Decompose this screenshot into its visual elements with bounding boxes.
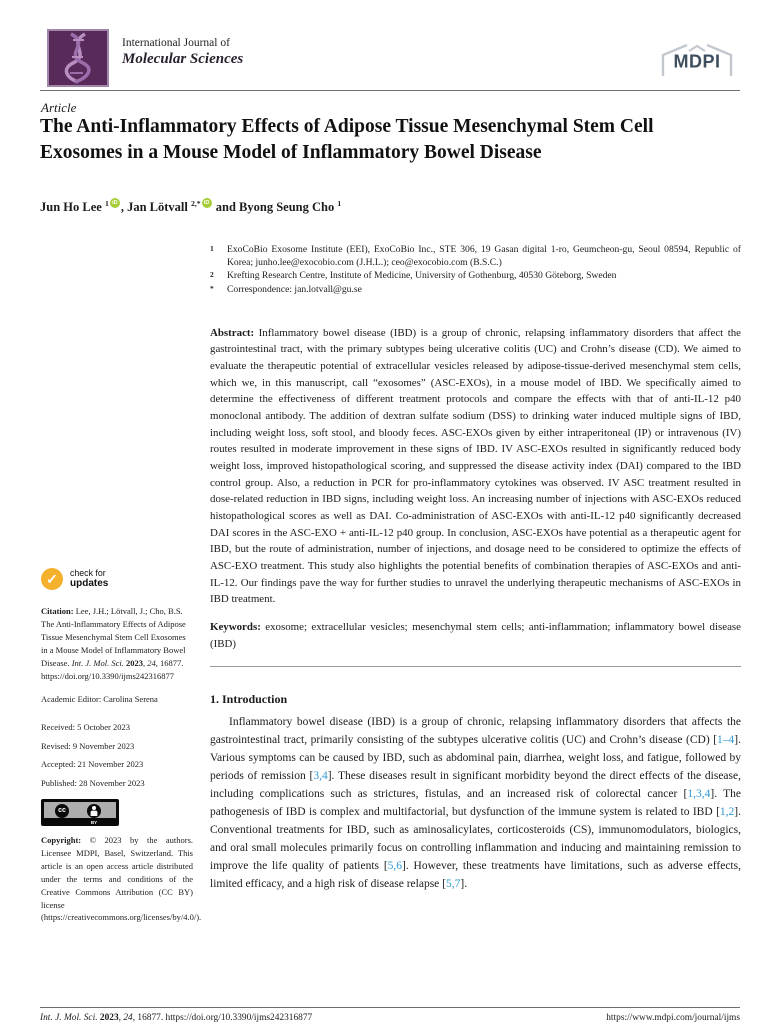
journal-name-line2: Molecular Sciences (122, 51, 244, 68)
affiliation-text: ExoCoBio Exosome Institute (EEI), ExoCoBio Inc., STE 306, 19 Gasan digital 1-ro, Geumcheon-gu, Seoul 08594, Republic of Korea; junho.lee@exocobio.com (J.H.L.); ceo@exocobio.com (B.S.C.) (227, 244, 741, 269)
revised-date: Revised: 9 November 2023 (41, 740, 135, 751)
abstract-text: Inflammatory bowel disease (IBD) is a group of chronic, relapsing inflammatory disorders that affect the gastrointestinal tract, with the primary subtypes being ulcerative colitis (UC) and Crohn’s disease (CD). We aimed to evaluate the therapeutic potential of extracellular vesicles released by adipose-tissue-derived mesenchymal stem cells, which we, in this manuscript, call “exosomes” (ASC-EXOs), in a mouse model of IBD. We specifically aimed to determine the effectiveness of different treatment protocols and compare the effects with that of anti-IL-12 p40 monoclonal antibody. The addition of dextran sulfate sodium (DSS) to drinking water induced multiple signs of IBD, including weight loss, soft stool, and bloody feces. ASC-EXOs given by either intraperitoneal (IP) or intravenous (IV) routes resulted in moderate improvement in these signs of IBD. IV ASC-EXOs resulted in significantly reduced body weight loss, improved histopathological scoring, and suppressed the disease activity index (DAI) compared to the IBD control group. Also, a reduction in PCR for pro-inflammatory cytokines was observed. IV ASC treatment resulted in dose-related reduction in IBD signs, including weight loss. An increasing number of injections with ASC-EXOs reduced histopathological scores as well as DAI. Co-administration of ASC-EXOs with anti-IL-12 p40 significantly decreased DAI scores in the ASC-EXO + anti-IL-12 p40 group. In conclusion, ASC-EXOs have potential as a therapeutic agent for IBD, but the route of administration, number of injections, and dosage need to be considered to optimize the effects of ASC-EXO treatment. This study also highlights the potential benefits of combination therapies of ASC-EXOs and anti-IL-12. Our findings pave the way for further studies to unravel the underlying therapeutic mechanisms of ASC-EXOs in IBD treatment. (210, 326, 741, 606)
page-footer (40, 1013, 740, 1023)
main-column (210, 243, 741, 893)
keywords-text: exosome; extracellular vesicles; mesenchymal stem cells; anti-inflammation; inflammatory bowel disease (IBD) (210, 620, 741, 650)
keywords-divider (210, 666, 741, 667)
text-segment: Lee, J.H.; Lötvall, J.; Cho, B.S. The Anti-Inflammatory Effects of Adipose Tissue Mesenchymal Stem Cell Exosomes in a Mouse Model of Inflammatory Bowel Disease. (41, 606, 186, 668)
text-segment[interactable]: https://doi.org/10.3390/ijms242316877 (41, 670, 175, 681)
received-date: Received: 5 October 2023 (41, 722, 130, 733)
journal-name (122, 36, 243, 69)
cc-by-person-icon (87, 804, 101, 818)
text-segment: 24 (147, 657, 156, 668)
text-segment: Int. J. Mol. Sci. (40, 1013, 100, 1023)
citation-ref[interactable]: 5,6 (387, 860, 403, 873)
cc-icon: cc (55, 804, 69, 818)
orcid-icon (110, 198, 120, 208)
text-segment: ]. The pathogenesis of IBD is complex and multifactorial, but dysfunction of the immune system is related to IBD [ (210, 788, 741, 819)
mdpi-wordmark: MDPI (673, 51, 721, 72)
text-segment: Inflammatory bowel disease (IBD) is a group of chronic, relapsing inflammatory disorders that affects the gastrointestinal tract, primarily consisting of the subtypes ulcerative colitis (UC) and Crohn’s disease (CD) [ (210, 716, 741, 747)
orcid-icon (202, 198, 212, 208)
affiliation-marker: * (210, 283, 214, 293)
text-segment: ]. Conventional treatments for IBD, such as aminosalicylates, corticosteroids (CS), immunomodulators, biologics, and oral small molecules primarily focus on controlling inflammation and inducing and maintaining remission to improve the life quality of patients [ (210, 806, 741, 873)
text-segment: Jun Ho Lee (40, 200, 105, 214)
sidebar (41, 567, 202, 924)
text-segment: 24 (123, 1013, 133, 1023)
abstract-paragraph (210, 325, 741, 608)
check-circle-icon: ✓ (41, 568, 63, 590)
affiliation-1 (210, 243, 741, 269)
text-segment: , (142, 657, 148, 668)
citation-ref[interactable]: 1–4 (717, 734, 735, 747)
text-segment[interactable]: https://doi.org/10.3390/ijms242316877 (165, 1013, 313, 1023)
published-date: Published: 28 November 2023 (41, 777, 145, 788)
text-segment: ]. (460, 878, 468, 891)
text-segment: ]. Various symptoms can be caused by IBD, such as abdominal pain, diarrhea, weight loss, and fatigue, followed by periods of remission [ (210, 734, 741, 783)
citation-ref[interactable]: 1,3,4 (687, 788, 711, 801)
text-segment: 2,* (190, 198, 201, 208)
footer-journal-url[interactable]: https://www.mdpi.com/journal/ijms (606, 1013, 740, 1023)
page-title: The Anti-Inflammatory Effects of Adipose Tissue Mesenchymal Stem Cell Exosomes in a Mouse Model of Inflammatory Bowel Disease (40, 116, 654, 163)
check-for-updates-button[interactable] (41, 568, 193, 590)
keywords-paragraph (210, 619, 741, 652)
dna-helix-icon (49, 31, 107, 85)
keywords-label: Keywords: (210, 620, 261, 633)
author-line (40, 200, 724, 215)
cc-by-label: BY (90, 819, 98, 825)
check-updates-label: check for updates (70, 567, 109, 590)
article-type-label: Article (41, 100, 77, 115)
journal-logo (47, 29, 109, 87)
abstract-label: Abstract: (210, 326, 255, 339)
affiliation-marker: 1 (210, 244, 214, 253)
introduction-paragraph (210, 713, 741, 893)
text-segment: 1 (337, 198, 342, 208)
citation-ref[interactable]: 5,7 (445, 878, 461, 891)
copyright-block (41, 834, 202, 924)
text-segment: ]. These diseases result in significant morbidity beyond the direct effects of the disease, including complications such as strictures, fistulas, and an increased risk of colorectal cancer [ (210, 770, 741, 801)
text-segment: and Byong Seung Cho (212, 200, 338, 214)
citation-ref[interactable]: 1,2 (719, 806, 735, 819)
mdpi-logo (654, 40, 740, 84)
citation-block (41, 605, 193, 682)
correspondence-text: Correspondence: jan.lotvall@gu.se (227, 283, 362, 295)
affiliation-2 (210, 269, 741, 282)
affiliation-marker: 2 (210, 270, 214, 280)
text-segment: Int. J. Mol. Sci. (71, 657, 126, 668)
text-segment: 2023 (125, 657, 143, 668)
text-segment: , 16877. (132, 1013, 166, 1023)
affiliation-text: Krefting Research Centre, Institute of Medicine, University of Gothenburg, 40530 Göteborg, Sweden (227, 270, 617, 282)
academic-editor-line: Academic Editor: Carolina Serena (41, 694, 158, 705)
text-segment: Copyright: (41, 834, 90, 845)
text-segment: Citation: (41, 606, 76, 616)
text-segment: , (118, 1013, 124, 1023)
text-segment: , 16877. (155, 657, 184, 668)
text-segment: © 2023 by the authors. Licensee MDPI, Basel, Switzerland. This article is an open access article distributed under the terms and conditions of the Creative Commons Attribution (CC BY) license ( (41, 834, 194, 923)
text-segment: ]. However, these treatments have limitations, such as adverse effects, limited efficacy, and a high risk of disease relapse [ (210, 860, 741, 891)
text-segment: 2023 (99, 1013, 119, 1023)
journal-name-line1: International Journal of (122, 37, 230, 49)
footer-divider (40, 1007, 740, 1008)
text-segment: ). (196, 912, 202, 923)
text-segment: 1 (104, 198, 109, 208)
correspondence-line (210, 283, 741, 296)
article-history (41, 718, 193, 792)
footer-citation (40, 1013, 312, 1023)
cc-by-license-badge[interactable] (41, 799, 119, 826)
section-heading-introduction: 1. Introduction (210, 692, 288, 707)
text-segment[interactable]: https://creativecommons.org/licenses/by/4.0/ (43, 912, 197, 923)
header-divider (40, 90, 740, 91)
citation-ref[interactable]: 3,4 (313, 770, 328, 783)
accepted-date: Accepted: 21 November 2023 (41, 759, 144, 770)
text-segment: , Jan Lötvall (120, 200, 191, 214)
